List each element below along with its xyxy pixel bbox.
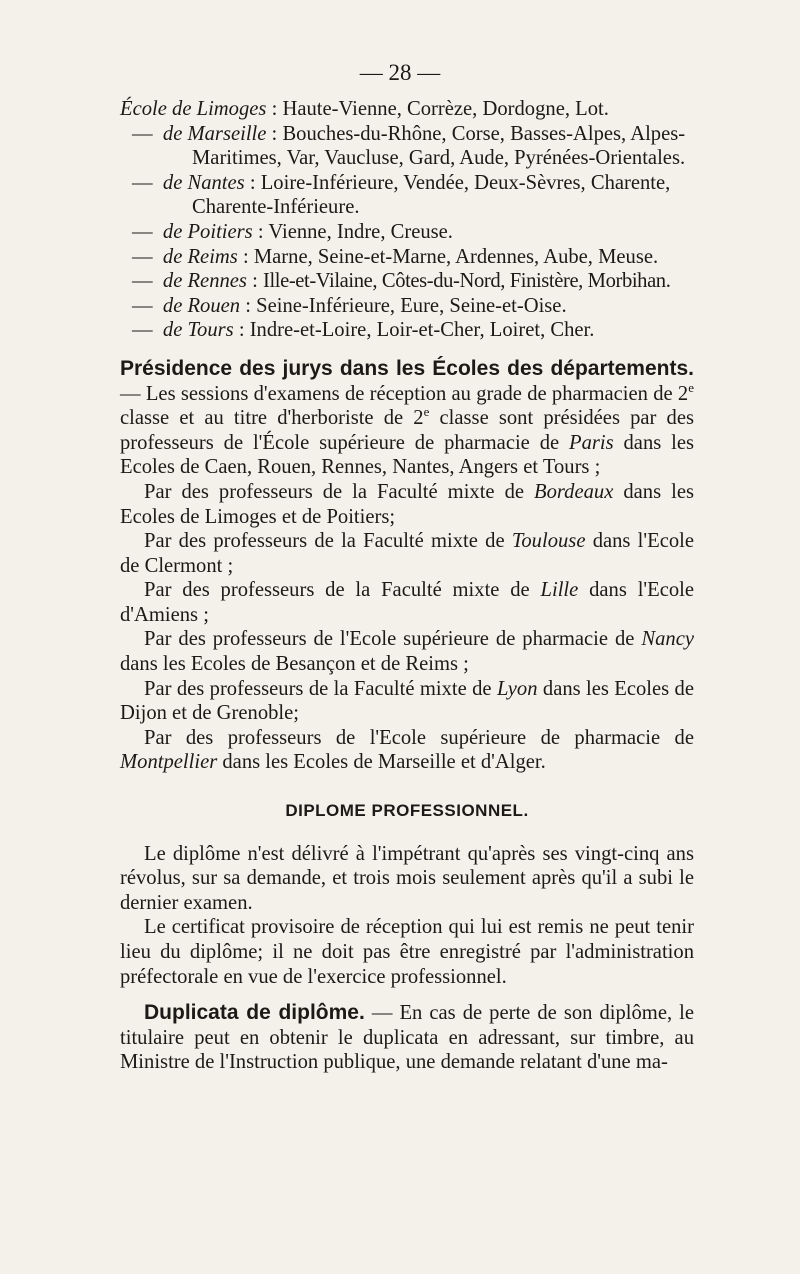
presidence-item: Par des professeurs de la Faculté mixte de Lille dans l'Ecole d'Amiens ;: [120, 579, 695, 626]
school-entry: — de Rouen : Seine-Inférieure, Eure, Seine-et-Oise.: [132, 294, 567, 317]
dash: —: [132, 294, 153, 317]
city: Paris: [569, 431, 614, 454]
city: Toulouse: [511, 530, 586, 553]
departments-cont: Maritimes, Var, Vaucluse, Gard, Aude, Pyrénées-Orientales.: [192, 147, 686, 170]
departments: Ille-et-Vilaine, Côtes-du-Nord, Finistère, Morbihan.: [262, 270, 671, 293]
presidence-item: Par des professeurs de la Faculté mixte de Toulouse dans l'Ecole de Clermont ;: [120, 530, 694, 577]
section-heading: Duplicata de diplôme.: [144, 1001, 365, 1025]
dash: —: [132, 245, 153, 268]
presidence-item: Par des professeurs de la Faculté mixte de Lyon dans les Ecoles de Dijon et de Grenoble;: [120, 677, 694, 725]
diplome-paragraph-2: Le certificat provisoire de réception qui lui est remis ne peut tenir lieu du diplôme; il ne doit pas être enregistré par l'administration préfectorale en vue de l'exercice professionnel.: [120, 916, 694, 988]
departments: Loire-Inférieure, Vendée, Deux-Sèvres, Charente,: [260, 171, 671, 194]
city: Nancy: [641, 628, 694, 651]
school-entry: — de Marseille : Bouches-du-Rhône, Corse, Basses-Alpes, Alpes- Maritimes, Var, Vaucluse, Gard, Aude, Pyrénées-Orientales.: [120, 122, 694, 171]
city: Lyon: [496, 677, 538, 700]
school-name: de Poitiers: [162, 220, 253, 243]
presidence-item: Par des professeurs de l'Ecole supérieure de pharmacie de Nancy dans les Ecoles de Besançon et de Reims ;: [120, 628, 694, 676]
section-heading: Présidence des jurys dans les Écoles des départements.: [120, 356, 694, 380]
departments: Indre-et-Loire, Loir-et-Cher, Loiret, Cher.: [249, 319, 595, 342]
city: Lille: [540, 579, 579, 602]
school-name: de Reims: [162, 245, 238, 268]
departments: Marne, Seine-et-Marne, Ardennes, Aube, Meuse.: [253, 245, 659, 268]
city: Montpellier: [120, 751, 218, 774]
city: Bordeaux: [534, 480, 614, 503]
departments: Seine-Inférieure, Eure, Seine-et-Oise.: [256, 294, 567, 317]
dash: —: [132, 319, 153, 342]
dash: —: [132, 220, 153, 243]
school-name: de Nantes: [162, 171, 245, 194]
page-number: — 28 —: [359, 60, 441, 85]
school-name: de Marseille: [162, 122, 267, 145]
departments: Vienne, Indre, Creuse.: [268, 220, 453, 243]
presidence-item: Par des professeurs de la Faculté mixte de Bordeaux dans les Ecoles de Limoges et de Poitiers;: [120, 480, 694, 528]
school-name: de Tours: [162, 319, 234, 342]
school-entry: École de Limoges : Haute-Vienne, Corrèze, Dordogne, Lot.: [120, 98, 609, 120]
dash: —: [132, 122, 153, 145]
presidence-section: Présidence des jurys dans les Écoles des départements. — Les sessions d'examens de réception au grade de pharmacien de 2e classe et au titre d'herboriste de 2e classe sont présidées par des professeurs de l'École supérieure de pharmacie de Paris dans les Ecoles de Caen, Rouen, Rennes, Nantes, Angers et Tours ;: [120, 356, 694, 479]
presidence-item: Par des professeurs de l'Ecole supérieure de pharmacie de Montpellier dans les Ecoles de Marseille et d'Alger.: [120, 726, 694, 774]
school-entry: — de Rennes : Ille-et-Vilaine, Côtes-du-Nord, Finistère, Morbihan.: [132, 270, 671, 293]
school-name: École de Limoges: [120, 98, 267, 120]
school-entry: — de Nantes : Loire-Inférieure, Vendée, Deux-Sèvres, Charente, Charente-Inférieure.: [120, 171, 694, 220]
departments: Bouches-du-Rhône, Corse, Basses-Alpes, Alpes-: [282, 122, 686, 145]
page-text: [120, 97, 694, 1075]
departments-cont: Charente-Inférieure.: [192, 196, 360, 219]
school-entry: — de Tours : Indre-et-Loire, Loir-et-Cher, Loiret, Cher.: [132, 319, 595, 342]
diplome-paragraph-1: Le diplôme n'est délivré à l'impétrant qu'après ses vingt-cinq ans révolus, sur sa demande, et trois mois seulement après qu'il a subi le dernier examen.: [120, 842, 694, 914]
school-entry: — de Reims : Marne, Seine-et-Marne, Ardennes, Aube, Meuse.: [132, 245, 659, 268]
school-name: de Rouen: [162, 294, 241, 317]
section-title: DIPLOME PROFESSIONNEL.: [285, 801, 529, 821]
school-list: [120, 97, 694, 343]
duplicata-paragraph: Duplicata de diplôme. — En cas de perte de son diplôme, le titulaire peut en obtenir le duplicata en adressant, sur timbre, au Ministre de l'Instruction publique, une demande relatant d'une ma-: [120, 1001, 694, 1074]
school-entry: — de Poitiers : Vienne, Indre, Creuse.: [132, 220, 453, 243]
dash: —: [132, 270, 153, 293]
dash: —: [132, 171, 153, 194]
school-name: de Rennes: [162, 270, 247, 293]
departments: Haute-Vienne, Corrèze, Dordogne, Lot.: [282, 98, 609, 120]
